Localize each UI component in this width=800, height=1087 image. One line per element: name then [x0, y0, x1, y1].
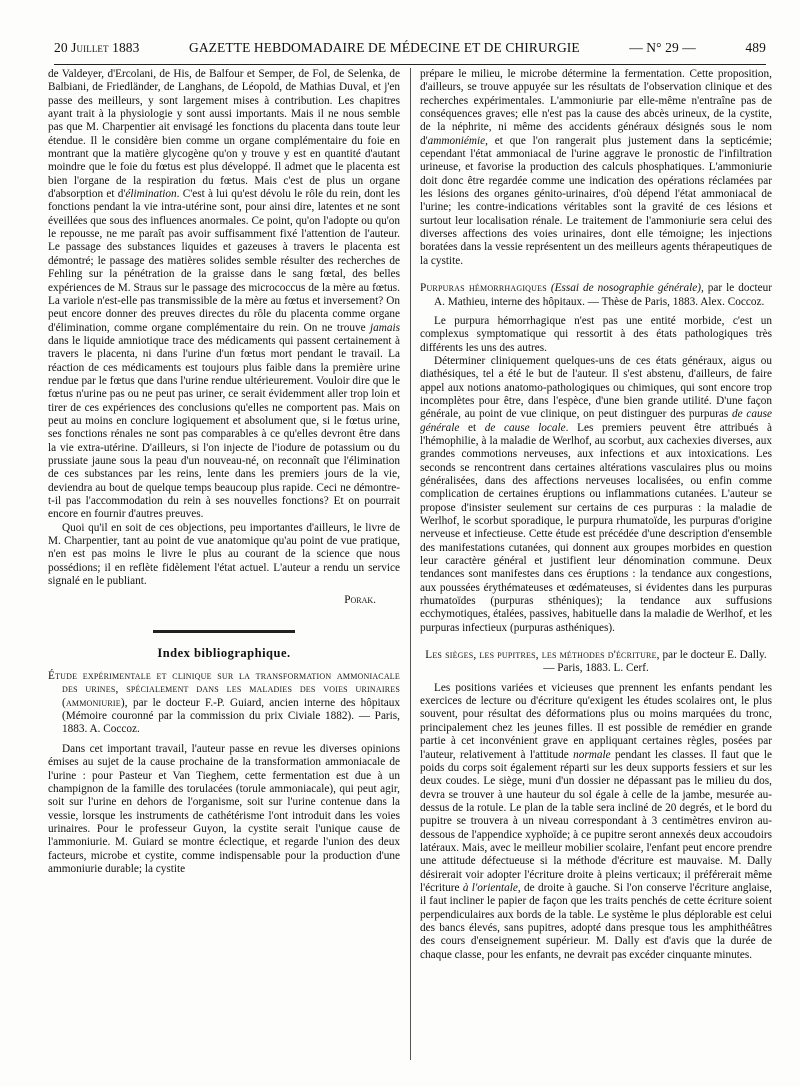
bibliography-entry-paragraph: Déterminer cliniquement quelques-uns de ces états généraux, aigus ou diathésiques, tel a été le but de l'auteur. Il s'est abstenu, d'ailleurs, de faire appel aux notions anatomo-pathologiques ou chimiques, qui sont encore trop incomplètes pour être, dans l'espèce, d'une bien grande utilité. D'une façon générale, au point de vue clinique, on peut distinguer des purpuras de cause générale et de cause locale. Les premiers peuvent être attribués à l'hémophilie, à la maladie de Werlhof, au scorbut, aux cachexies diverses, aux grandes commotions nerveuses, aux infections et aux intoxications. Les seconds se rencontrent dans certaines altérations vasculaires plus ou moins généralisées, dans des affections nerveuses localisées, ou enfin comme complication de certaines éruptions ou inflammations cutanées. L'auteur se propose d'insister seulement sur certains de ces purpuras : la maladie de Werlhof, le scorbut sporadique, le purpura rhumatoïde, les purpuras d'origine nerveuse et infectieuse. Cette étude est précédée d'une description d'ensemble des manifestations cutanées, qui donnent aux groupes morbides en question leur caractère général et justifient leur dénomination commune. Deux tendances sont manifestes dans ces éruptions : la tendance aux congestions, aux poussées érythémateuses et œdémateuses, si évidentes dans les purpuras rhumatoïdes (purpuras sthéniques); la tendance aux suffusions ecchymotiques, étalées, passives, habituelle dans la maladie de Werlhof, et les purpuras infectieux (purpuras asthéniques). — [420, 354, 773, 634]
bibliography-entry-heading: Les sièges, les pupitres, les méthodes d'écriture, par le docteur E. Dally. — Paris, 1883. L. Cerf. — [425, 649, 767, 675]
bibliography-entry-paragraph: Dans cet important travail, l'auteur passe en revue les diverses opinions émises au sujet de la cause prochaine de la transformation ammoniacale de l'urine : pour Pasteur et Van Tieghem, cette fermentation est due à un champignon de la famille des torulacées (torule ammoniacale), qui peut agir, soit sur l'urine en dehors de l'organisme, soit sur l'urine contenue dans la vessie, lorsque les instruments de cathétérisme l'ont introduit dans les voies urinaires. Pour le professeur Guyon, la cystite serait l'unique cause de l'ammoniurie. M. Guiard se montre éclectique, et regarde l'union des deux facteurs, microbe et cystite, comme indispensable pour la production d'une ammoniurie durable; la cystite — [48, 742, 400, 875]
header-rule — [54, 64, 766, 65]
running-header — [54, 40, 766, 62]
section-title: Index bibliographique. — [157, 645, 291, 660]
section-divider — [153, 630, 295, 633]
bibliography-entry-paragraph: Les positions variées et vicieuses que prennent les enfants pendant les exercices de lecture ou d'écriture qu'exigent les études scolaires ont, le plus souvent, pour résultat des déformations plus ou moins marquées du tronc, principalement chez les jeunes filles. Il est possible de remédier en grande partie à cet inconvénient grave en appliquant certaines règles, posées par l'auteur, relativement à l'attitude normale pendant les classes. Il faut que le poids du corps soit également réparti sur les deux supports fessiers et sur les deux coudes. Le siège, muni d'un dossier ne dépassant pas le milieu du dos, devra se trouver à une hauteur du sol égale à celle de la jambe, mesurée au-dessus de la rotule. Le plan de la table sera incliné de 20 degrés, et le bord du pupitre se trouvera à un niveau correspondant à 3 centimètres environ au-dessous de l'appendice xyphoïde; à ce pupitre seront annexés deux accoudoirs latéraux. Mais, avec le meilleur mobilier scolaire, l'enfant peut encore prendre une attitude défectueuse si la méthode d'écriture est mauvaise. M. Dally désirerait voir adopter l'écriture droite à pleins verticaux; il préférerait même l'écriture à l'orientale, de droite à gauche. Si l'on conserve l'écriture anglaise, il faut incliner le papier de façon que les traits penchés de cette écriture soient perpendiculaires aux bords de la table. Le système le plus déplorable est celui des bancs élevés, sans pupitres, adopté dans presque tous les amphithéâtres des cours d'enseignement supérieur. M. Dally est d'avis que la durée de chaque classe, pour les enfants, ne devrait pas excéder cinquante minutes. — [420, 681, 772, 961]
bibliography-entry-heading: Étude expérimentale et clinique sur la transformation ammoniacale des urines, spécialement dans les maladies des voies urinaires (ammoniurie), par le docteur F.-P. Guiard, ancien interne des hôpitaux (Mémoire couronné par la commission du prix Civiale 1882). — Paris, 1883. A. Coccoz. — [48, 670, 400, 736]
review-paragraph: Quoi qu'il en soit de ces objections, peu importantes d'ailleurs, le livre de M. Charpentier, tant au point de vue anatomique qu'au point de vue pratique, n'en est pas moins le livre le plus au courant de la science que nous possédions; il en reflète fidèlement l'état actuel. L'auteur a rendu un service signalé en le publiant. — [48, 521, 400, 588]
header-issue-number: — N° 29 — — [629, 40, 696, 55]
spacer — [420, 635, 772, 649]
review-paragraph: de Valdeyer, d'Ercolani, de His, de Balfour et Semper, de Fol, de Selenka, de Balbiani, de Friedländer, de Langhans, de Léopold, de Mathias Duval, et j'en passe des meilleurs, y sont largement mises à contribution. Les chapitres ayant trait à la physiologie y sont aussi importants. Mais il ne nous semble pas que M. Charpentier ait envisagé les fonctions du placenta dans toute leur étendue. Il le considère bien comme un organe complémentaire du foie en montrant que la matière glycogène qu'on y trouve y est en quantité d'autant moindre que le foie du fœtus est plus développé. Il admet que le placenta est bien l'organe de la respiration du fœtus. Mais c'est de plus un organe d'absorption et d'élimination. C'est à lui qu'est dévolu le rôle du rein, dont les fonctions pendant la vie intra-utérine sont, pour ainsi dire, latentes et ne sont éveillées que sous des influences anormales. Ce point, qu'on l'adopte ou qu'on le repousse, ne me paraît pas avoir suffisamment fixé l'attention de l'auteur. Le passage des substances liquides et gazeuses à travers le placenta est démontré; le passage des matières solides semble résulter des recherches de Fehling sur la pénétration de la graisse dans le sang fœtal, des belles expériences de M. Straus sur le passage des micrococcus de la mère au fœtus. La variole n'est-elle pas transmissible de la mère au fœtus et inversement? On peut encore donner des preuves directes du rôle du placenta comme organe d'élimination, comme organe complémentaire du rein. On ne trouve jamais dans le liquide amniotique trace des médicaments qui passent certainement à travers le placenta, ni dans l'urine d'un fœtus mort pendant le travail. La réaction de ces médicaments est toujours plus faible dans la première urine rendue par le fœtus que dans l'urine rendue ultérieurement. Vouloir dire que le fœtus n'urine pas ou ne peut pas uriner, ce serait évidemment aller trop loin et tirer de ces expériences des conclusions qu'elles ne comportent pas. Mais on peut au moins en conclure logiquement et absolument que, si le fœtus urine, ses fonctions rénales ne sont pas comparables à ce qu'elles devront être dans la vie extra-utérine. D'ailleurs, si l'on injecte de l'iodure de potassium ou du prussiate jaune sous la peau d'un nouveau-né, on reconnaît que l'élimination de ces substances par les reins, lente dans les premiers jours de la vie, deviendra au bout de quelque temps beaucoup plus rapide. Ceci ne démontre-t-il pas l'accommodation du rein à ses nouvelles fonctions? Et on pourrait encore en fournir d'autres preuves. — [48, 68, 400, 521]
left-column — [48, 68, 400, 876]
header-date: 20 Juillet 1883 — [54, 40, 140, 55]
bibliography-entry-paragraph: Le purpura hémorrhagique n'est pas une entité morbide, c'est un complexus symptomatique qui ressortit à des états pathologiques très différents les uns des autres. — [420, 314, 772, 354]
right-column — [420, 68, 772, 962]
header-page-number: 489 — [745, 40, 766, 55]
spacer — [420, 268, 772, 282]
bibliography-entry-paragraph: prépare le milieu, le microbe détermine la fermentation. Cette proposition, d'ailleurs, se trouve appuyée sur les résultats de l'observation clinique et des recherches expérimentales. L'ammoniurie par elle-même n'entraîne pas de conséquences graves; elle n'est pas la cause des abcès urineux, de la cystite, de la néphrite, ni même des accidents généraux désignés sous le nom d'ammoniémie, et que l'on rangerait plus justement dans la septicémie; cependant l'état ammoniacal de l'urine aggrave le pronostic de l'infiltration urineuse, et favorise la production des calculs phosphatiques. L'ammoniurie doit donc être regardée comme une indication des opérations réclamées par les lésions des organes génito-urinaires, d'où dépend l'état ammoniacal de l'urine; les contre-indications véritables sont la gravité de ces lésions et surtout leur localisation rénale. Le traitement de l'ammoniurie sera celui des diverses affections des voies urinaires, dont elle témoigne; les injections boratées dans la vessie représentent un des meilleurs agents thérapeutiques de la cystite. — [420, 68, 772, 267]
bibliography-entry-heading: Purpuras hémorrhagiques (Essai de nosographie générale), par le docteur A. Mathieu, interne des hôpitaux. — Thèse de Paris, 1883. Alex. Coccoz. — [420, 282, 772, 308]
column-separator — [410, 68, 411, 1060]
author-signature: Porak. — [344, 594, 376, 607]
header-journal-title: GAZETTE HEBDOMADAIRE DE MÉDECINE ET DE CHIRURGIE — [188, 40, 580, 55]
